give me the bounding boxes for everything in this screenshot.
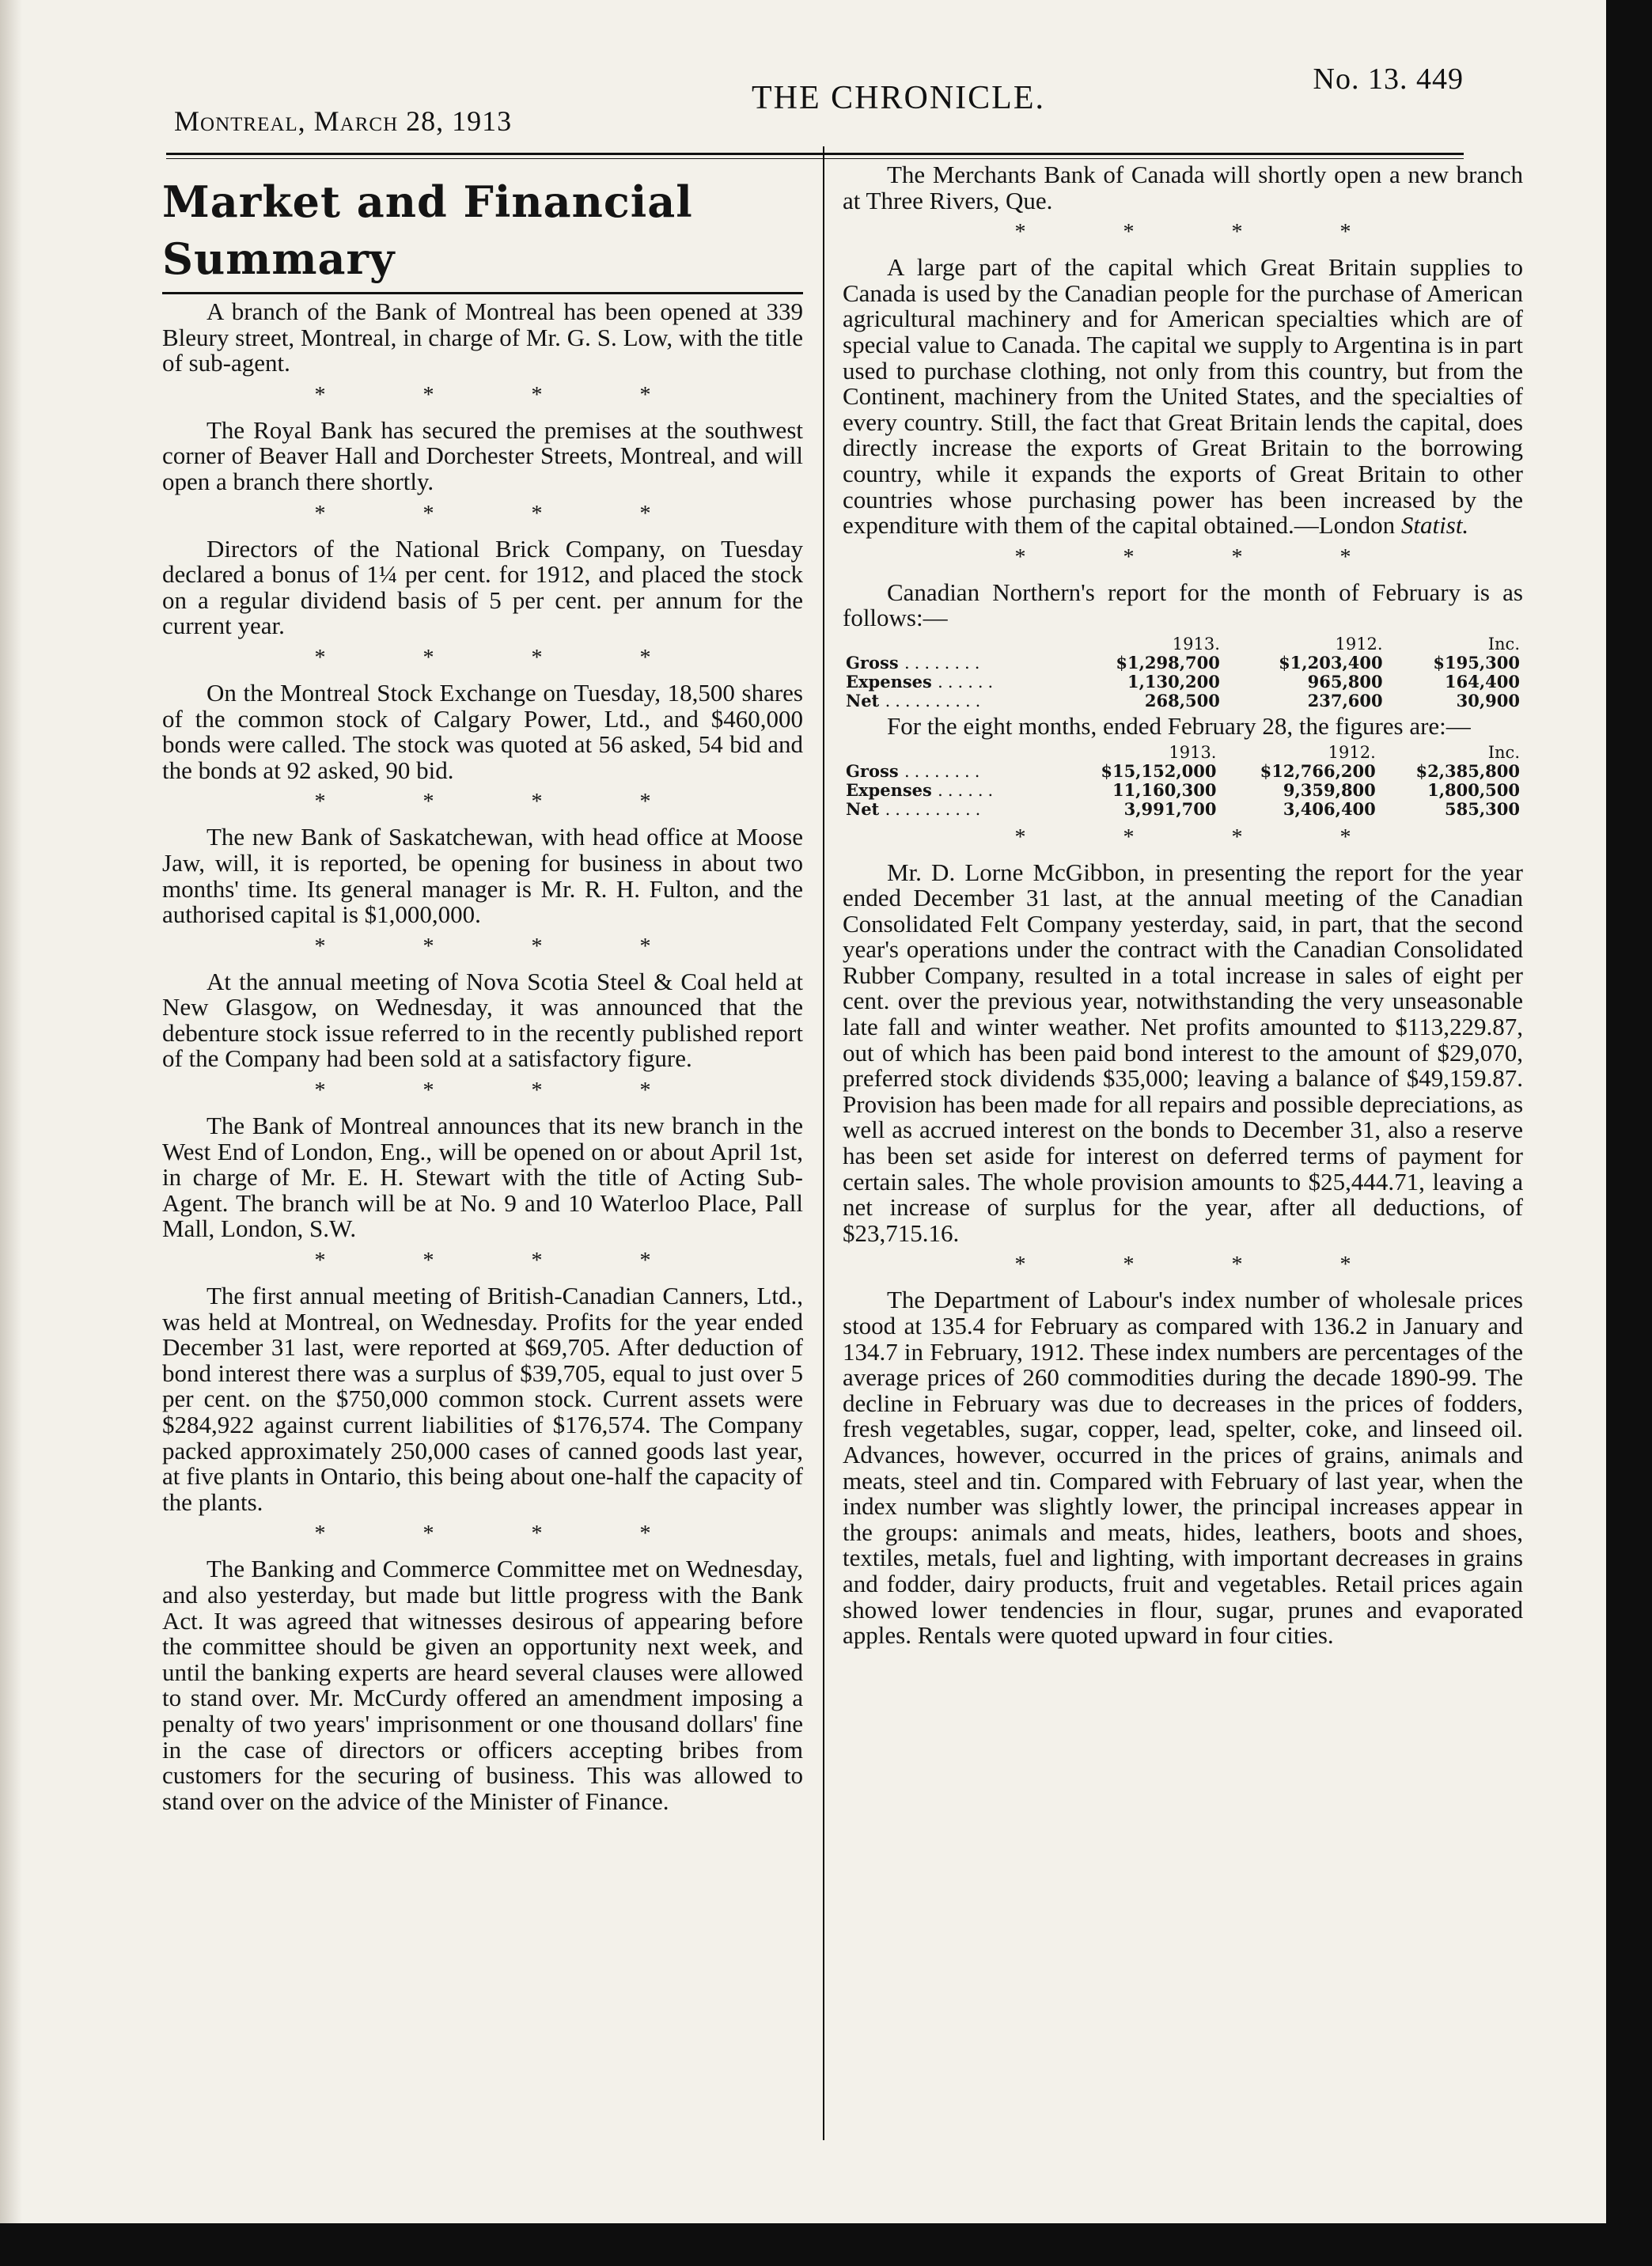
row-label: Expenses ...... <box>846 671 998 692</box>
section-separator: * * * * <box>314 790 697 815</box>
article-bank-of-montreal-london: The Bank of Montreal announces that its new branch in the West End of London, Eng., will be opened on or about April 1st, in charge of Mr. E. H. Stewart with the title of Acting Sub-Agent. The branch will be at No. 9 and 10 Waterloo Place, Pall Mall, London, S.W. <box>162 1112 803 1243</box>
column-header: 1913. <box>1172 634 1220 654</box>
table-header-row <box>843 743 1523 762</box>
table-cell: 965,800 <box>1307 671 1383 692</box>
table-header-row <box>843 635 1523 654</box>
column-divider <box>823 146 824 2140</box>
row-label: Net .......... <box>846 690 986 710</box>
column-header: 1913. <box>1169 742 1217 762</box>
table-cell: $1,203,400 <box>1279 652 1383 673</box>
section-separator: * * * * <box>314 1078 697 1104</box>
section-separator: * * * * <box>314 934 697 959</box>
section-separator: * * * * <box>1014 824 1397 850</box>
issue-page-number: No. 13. 449 <box>1313 63 1464 96</box>
column-header: Inc. <box>1487 634 1520 654</box>
article-british-capital <box>843 255 1523 539</box>
section-separator: * * * * <box>314 1521 697 1547</box>
header-rule <box>166 153 1464 155</box>
table-cell: 1,130,200 <box>1127 671 1220 692</box>
section-separator: * * * * <box>1014 1252 1397 1278</box>
dateline: Montreal, March 28, 1913 <box>174 105 513 137</box>
table-cell: 3,991,700 <box>1123 798 1217 819</box>
table-cell: $15,152,000 <box>1101 760 1217 781</box>
section-title: Market and Financial Summary <box>162 173 803 294</box>
table-cell: 585,300 <box>1445 798 1520 819</box>
section-separator: * * * * <box>314 1249 697 1274</box>
scan-border-right <box>1606 0 1652 2266</box>
table-row <box>843 692 1523 710</box>
left-column <box>162 162 803 1814</box>
table-cell: 164,400 <box>1445 671 1520 692</box>
header-rule-thin <box>166 158 1464 159</box>
eight-months-figures-table <box>843 743 1523 819</box>
scan-border-bottom <box>0 2223 1652 2266</box>
table-cell: $1,298,700 <box>1116 652 1220 673</box>
table-cell: 3,406,400 <box>1283 798 1376 819</box>
article-nova-scotia-steel: At the annual meeting of Nova Scotia Steel & Coal held at New Glasgow, on Wednesday, it was announced that the debenture stock issue referred to in the recently published report of the Company had been sold at a satisfactory figure. <box>162 967 803 1073</box>
february-figures-table <box>843 635 1523 710</box>
table-cell: $2,385,800 <box>1415 760 1520 781</box>
page-edge-shadow <box>0 0 22 2223</box>
table-cell: $195,300 <box>1433 652 1520 673</box>
running-head <box>150 55 1464 142</box>
section-separator: * * * * <box>1014 220 1397 245</box>
source-citation: Statist. <box>1400 511 1469 540</box>
table-cell: 237,600 <box>1307 690 1383 710</box>
right-column <box>843 162 1523 1649</box>
article-british-canadian-canners: The first annual meeting of British-Canadian Canners, Ltd., was held at Montreal, on Wednesday. Profits for the year ended December 31 last, were reported at $69,705. After deduction of bond interest there was a surplus of $39,705, equal to just over 5 per cent. on the $750,000 common stock. Current assets were $284,922 against current liabilities of $176,574. The Company packed approximately 250,000 cases of canned goods last year, at five plants in Ontario, this being about one-half the capacity of the plants. <box>162 1282 803 1516</box>
row-label: Gross ........ <box>846 652 985 673</box>
table-cell: 268,500 <box>1144 690 1220 710</box>
article-labour-index: The Department of Labour's index number of wholesale prices stood at 135.4 for February as compared with 136.2 in January and 134.7 in February, 1912. These index numbers are percentages of the average prices of 260 commodities during the decade 1890-99. The decline in February was due to decreases in the prices of fodders, fresh vegetables, sugar, copper, lead, spelter, coke, and linseed oil. Advances, however, occurred in the prices of grains, animals and meats, steel and tin. Compared with February of last year, when the index number was slightly lower, the principal increases appear in the groups: animals and meats, hides, leathers, boots and shoes, textiles, metals, fuel and lighting, with important decreases in grains and fodder, dairy products, fruit and vegetables. Retail prices again showed lower tendencies in flour, sugar, prunes and evaporated apples. Rentals were quoted upward in four cities. <box>843 1286 1523 1650</box>
article-stock-exchange: On the Montreal Stock Exchange on Tuesday, 18,500 shares of the common stock of Calgary Power, Ltd., and $460,000 bonds were called. The stock was quoted at 56 asked, 54 bid and the bonds at 92 asked, 90 bid. <box>162 678 803 784</box>
article-royal-bank: The Royal Bank has secured the premises at the southwest corner of Beaver Hall and Dorchester Streets, Montreal, and will open a branch there shortly. <box>162 415 803 495</box>
row-label: Gross ........ <box>846 760 985 781</box>
table-cell: $12,766,200 <box>1260 760 1376 781</box>
article-mcgibbon-felt-company: Mr. D. Lorne McGibbon, in presenting the report for the year ended December 31 last, at the annual meeting of the Canadian Consolidated Felt Company yesterday, said, in part, that the second year's operations under the contract with the Canadian Consolidated Rubber Company, resulted in a total increase in sales of eight per cent. over the previous year, notwithstanding the very unseasonable late fall and winter weather. Net profits amounted to $113,229.87, out of which has been paid bond interest to the amount of $29,070, preferred stock dividends $35,000; leaving a balance of $49,159.87. Provision has been made for all repairs and possible depreciations, as well as accrued interest on the bonds to December 31, also a reserve has been set aside for interest on deferred terms of payment for certain sales. The whole provision amounts to $25,444.71, leaving a net increase of surplus for the year, after all deductions, of $23,715.16. <box>843 858 1524 1247</box>
section-separator: * * * * <box>314 501 697 526</box>
row-label: Expenses ...... <box>846 779 998 800</box>
article-bank-of-montreal-bleury: A branch of the Bank of Montreal has been opened at 339 Bleury street, Montreal, in charge of Mr. G. S. Low, with the title of sub-agent. <box>162 297 803 377</box>
table-cell: 9,359,800 <box>1283 779 1376 800</box>
table-row <box>843 654 1523 673</box>
article-eight-months-intro: For the eight months, ended February 28, the figures are:— <box>887 711 1471 740</box>
column-header: 1912. <box>1328 742 1376 762</box>
article-banking-committee: The Banking and Commerce Committee met on Wednesday, and also yesterday, but made but little progress with the Bank Act. It was agreed that witnesses desirous of appearing before the committee should be given an opportunity next week, and until the banking experts are heard several clauses were allowed to stand over. Mr. McCurdy offered an amendment imposing a penalty of two years' imprisonment or one thousand dollars' fine in the case of directors or officers accepting bribes from customers for the securing of business. This was allowed to stand over on the advice of the Minister of Finance. <box>162 1555 803 1815</box>
row-label: Net .......... <box>846 798 986 819</box>
article-bank-of-saskatchewan: The new Bank of Saskatchewan, with head office at Moose Jaw, will, it is reported, be opening for business in about two months' time. Its general manager is Mr. R. H. Fulton, and the authorised capital is $1,000,000. <box>162 823 803 929</box>
table-row <box>843 673 1523 692</box>
column-header: Inc. <box>1487 742 1520 762</box>
article-british-capital-text: A large part of the capital which Great Britain supplies to Canada is used by the Canadian people for the purchase of American agricultural machinery and for American specialties which are of special value to Canada. The capital we supply to Argentina is in part used to purchase clothing, not only from this country, but from the Continent, machinery from the United States, and the specialties of every country. Still, the fact that Great Britain lends the capital, does directly increase the exports of Great Britain to the borrowing country, while it expands the exports of Great Britain to other countries whose purchasing power has been increased by the expenditure with them of the capital obtained.—London <box>843 253 1523 540</box>
table-row <box>843 800 1523 819</box>
table-row <box>843 762 1523 781</box>
table-cell: 1,800,500 <box>1427 779 1520 800</box>
section-separator: * * * * <box>1014 544 1397 570</box>
table-row <box>843 781 1523 800</box>
article-canadian-northern-intro: Canadian Northern's report for the month of February is as follows:— <box>843 578 1523 632</box>
article-merchants-bank: The Merchants Bank of Canada will shortly open a new branch at Three Rivers, Que. <box>843 161 1523 214</box>
table-cell: 30,900 <box>1456 690 1520 710</box>
section-separator: * * * * <box>314 645 697 670</box>
table-cell: 11,160,300 <box>1112 779 1217 800</box>
section-separator: * * * * <box>314 382 697 407</box>
column-header: 1912. <box>1335 634 1383 654</box>
article-national-brick: Directors of the National Brick Company, on Tuesday declared a bonus of 1¼ per cent. for 1912, and placed the stock on a regular dividend basis of 5 per cent. per annum for the current year. <box>162 534 803 640</box>
publication-title: THE CHRONICLE. <box>752 80 1045 116</box>
